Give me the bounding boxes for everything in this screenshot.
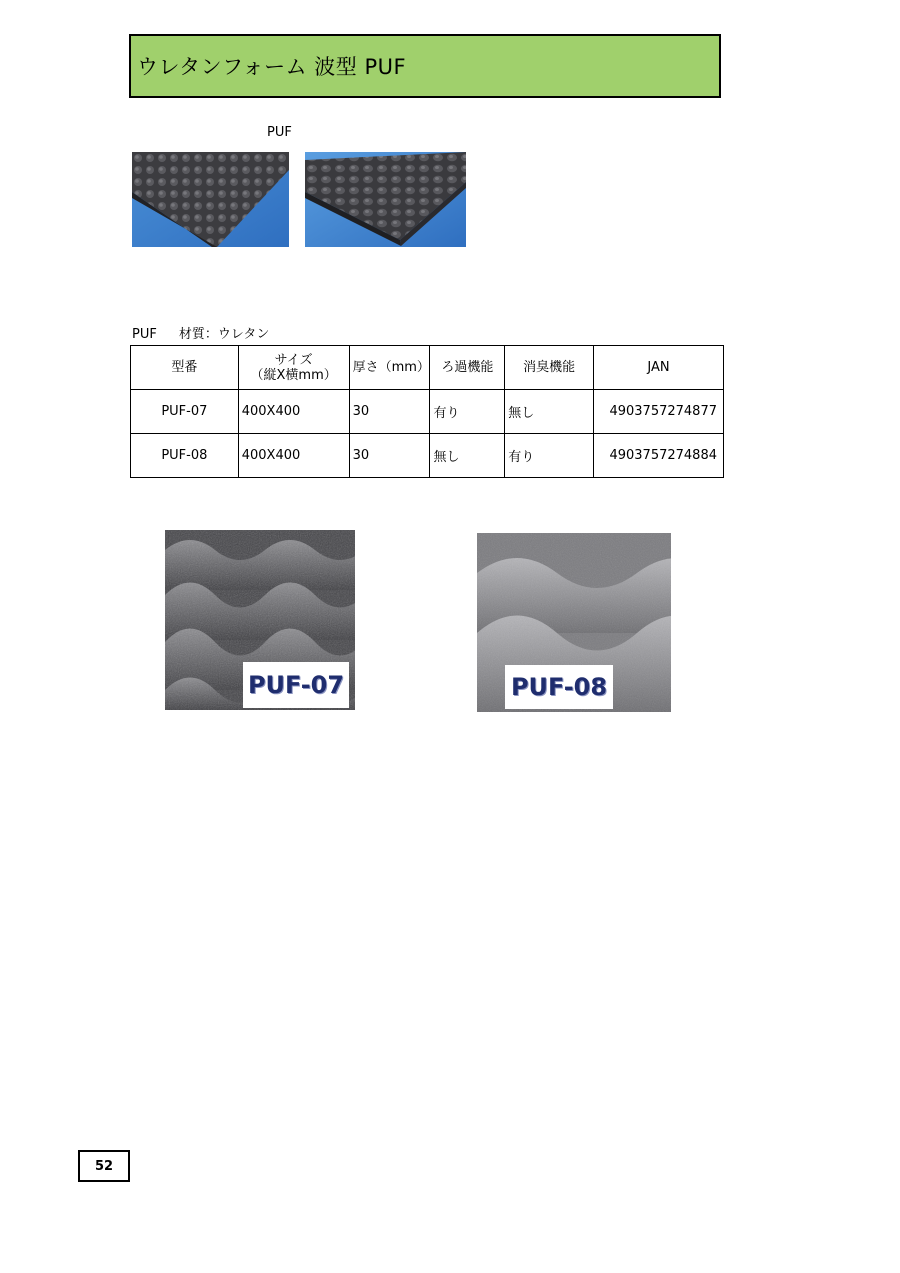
material-product: PUF (132, 327, 157, 342)
cell-size: 400X400 (238, 434, 349, 478)
spec-table (130, 345, 724, 478)
header-model: 型番 (131, 346, 239, 390)
title-banner (129, 34, 721, 98)
product-photo-2 (305, 152, 466, 247)
header-size-line2: （縦X横mm） (250, 367, 337, 383)
cell-thickness: 30 (349, 434, 430, 478)
table-row (131, 434, 724, 478)
header-size-line1: サイズ (274, 352, 313, 368)
material-line (132, 323, 269, 342)
sample-label: PUF-08 (505, 665, 613, 709)
cell-size: 400X400 (238, 390, 349, 434)
header-jan: JAN (594, 346, 724, 390)
sample-photo-puf-08 (477, 533, 671, 712)
page-title: ウレタンフォーム 波型 PUF (137, 55, 407, 79)
cell-model: PUF-08 (131, 434, 239, 478)
header-thickness: 厚さ（mm） (349, 346, 430, 390)
material-label: 材質：ウレタン (178, 327, 270, 342)
cell-deodorize: 有り (505, 434, 594, 478)
header-deodorize: 消臭機能 (505, 346, 594, 390)
cell-jan: 4903757274877 (594, 390, 724, 434)
cell-thickness: 30 (349, 390, 430, 434)
sample-label: PUF-07 (243, 662, 349, 708)
cell-filter: 有り (430, 390, 505, 434)
table-header-row (131, 346, 724, 390)
cell-filter: 無し (430, 434, 505, 478)
table-row (131, 390, 724, 434)
cell-model: PUF-07 (131, 390, 239, 434)
cell-jan: 4903757274884 (594, 434, 724, 478)
cell-deodorize: 無し (505, 390, 594, 434)
page-number: 52 (78, 1150, 130, 1182)
header-filter: ろ過機能 (430, 346, 505, 390)
sample-photo-puf-07 (165, 530, 355, 710)
product-photo-1 (132, 152, 289, 247)
photo-caption: PUF (267, 125, 292, 140)
header-size (238, 346, 349, 390)
